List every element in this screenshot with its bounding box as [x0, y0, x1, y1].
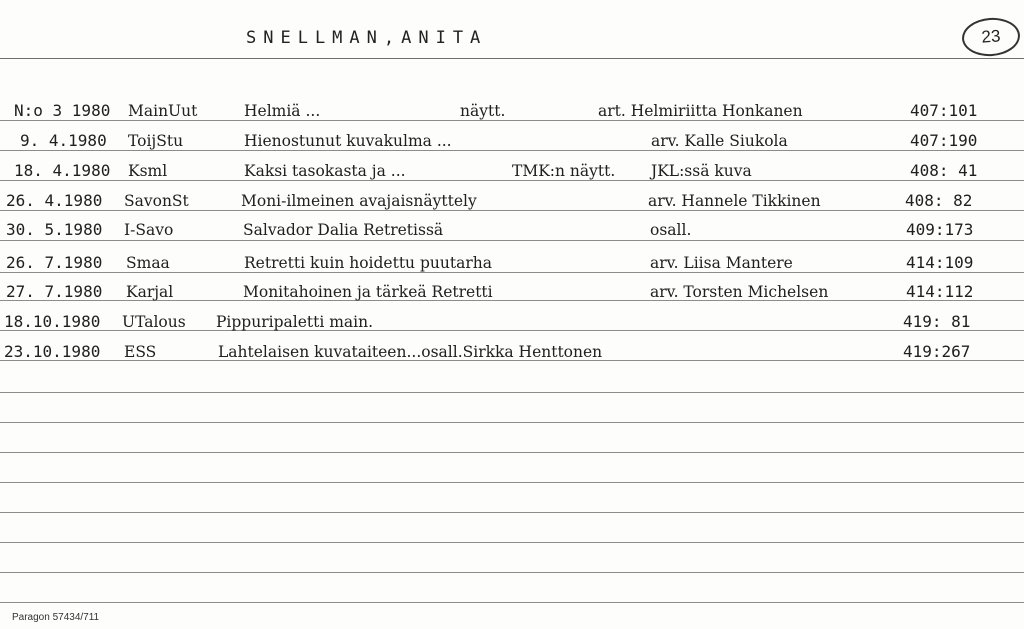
entry-ref: 419: 81: [903, 312, 971, 331]
entry-note: arv. Kalle Siukola: [651, 132, 788, 150]
ruled-line: [0, 210, 1024, 211]
entry-ref: 408: 82: [905, 191, 973, 210]
entry-source: Smaa: [126, 254, 170, 272]
entry-date: 18.10.1980: [4, 312, 101, 331]
entry-title: Retretti kuin hoidettu puutarha: [244, 254, 492, 272]
header-rule: [0, 58, 1024, 59]
entry-ref: 414:112: [906, 282, 974, 301]
entry-extra: TMK:n näytt.: [512, 162, 616, 180]
entry-source: UTalous: [122, 313, 186, 331]
entry-date: 18. 4.1980: [14, 161, 111, 180]
entry-source: MainUut: [128, 102, 198, 120]
ruled-line: [0, 272, 1024, 273]
entry-source: I-Savo: [124, 221, 174, 239]
entry-source: ESS: [124, 343, 157, 361]
entry-source: Karjal: [126, 283, 174, 301]
entry-title: Monitahoinen ja tärkeä Retretti: [243, 283, 493, 301]
ruled-line: [0, 150, 1024, 151]
ruled-line: [0, 180, 1024, 181]
entry-date: 26. 4.1980: [6, 191, 103, 210]
ruled-line: [0, 392, 1024, 393]
page-number-circle: 23: [961, 16, 1022, 58]
ruled-line: [0, 602, 1024, 603]
entry-ref: 408: 41: [910, 161, 978, 180]
ruled-line: [0, 422, 1024, 423]
ruled-line: [0, 482, 1024, 483]
ruled-line: [0, 120, 1024, 121]
entry-ref: 414:109: [906, 253, 974, 272]
entry-source: SavonSt: [124, 192, 189, 210]
entry-note: arv. Torsten Michelsen: [650, 283, 829, 301]
entry-date: 26. 7.1980: [6, 253, 103, 272]
entry-date: 27. 7.1980: [6, 282, 103, 301]
entry-date: N:o 3 1980: [14, 101, 111, 120]
entry-title: Hienostunut kuvakulma ...: [244, 132, 452, 150]
entry-ref: 407:101: [910, 101, 978, 120]
entry-title: Salvador Dalia Retretissä: [243, 221, 444, 239]
entry-title: Kaksi tasokasta ja ...: [244, 162, 406, 180]
entry-note: arv. Hannele Tikkinen: [648, 192, 821, 210]
entry-title: Lahtelaisen kuvataiteen...osall.Sirkka Henttonen: [218, 343, 603, 361]
entry-source: ToijStu: [128, 132, 184, 150]
entry-note: art. Helmiriitta Honkanen: [598, 102, 803, 120]
card-name: SNELLMAN,ANITA: [246, 28, 488, 48]
entry-date: 9. 4.1980: [20, 131, 107, 150]
entry-ref: 407:190: [910, 131, 978, 150]
entry-extra: näytt.: [460, 102, 506, 120]
entry-note: osall.: [650, 221, 692, 239]
ruled-line: [0, 240, 1024, 241]
entry-title: Helmiä ...: [244, 102, 321, 120]
entry-note: arv. Liisa Mantere: [650, 254, 793, 272]
entry-ref: 409:173: [906, 220, 974, 239]
ruled-line: [0, 542, 1024, 543]
form-code: Paragon 57434/711: [12, 612, 100, 623]
ruled-line: [0, 452, 1024, 453]
ruled-line: [0, 512, 1024, 513]
entry-ref: 419:267: [903, 342, 971, 361]
entry-note: JKL:ssä kuva: [651, 162, 752, 180]
entry-date: 30. 5.1980: [6, 220, 103, 239]
entry-title: Pippuripaletti main.: [216, 313, 374, 331]
entry-date: 23.10.1980: [4, 342, 101, 361]
entry-title: Moni-ilmeinen avajaisnäyttely: [241, 192, 477, 210]
ruled-line: [0, 572, 1024, 573]
entry-source: Ksml: [128, 162, 168, 180]
